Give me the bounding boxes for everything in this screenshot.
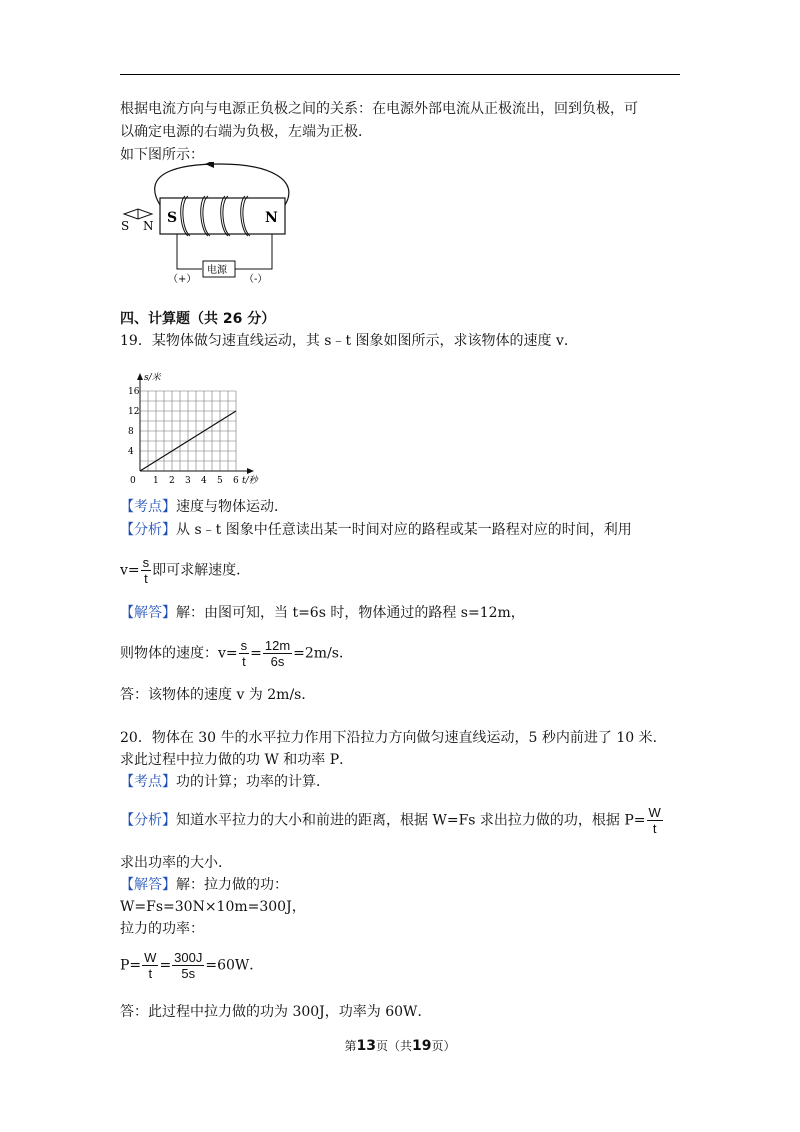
power-source-label: 电源 — [207, 265, 227, 276]
frac-den: 5s — [181, 966, 196, 981]
current-arrow-icon — [205, 162, 214, 168]
jieda-tag: 【解答】 — [120, 605, 176, 621]
q19-answer: 答：该物体的速度 v 为 2m/s． — [120, 687, 316, 703]
equals: = — [159, 957, 172, 974]
jieda-text: 解：由图可知，当 t=6s 时，物体通过的路程 s=12m， — [176, 605, 525, 621]
q19-fenxi — [120, 520, 632, 540]
formula-prefix: v= — [120, 562, 140, 579]
x-axis-arrow-icon — [247, 468, 254, 474]
frac-num: W — [648, 805, 661, 820]
x-tick-label: 2 — [169, 476, 175, 486]
solenoid-left-pole: S — [167, 210, 178, 226]
footer-prefix: 第 — [344, 1039, 357, 1053]
x-tick-label: 1 — [153, 476, 159, 486]
equals: = — [250, 645, 262, 662]
q19-speed — [120, 638, 353, 669]
fraction-w-over-t — [647, 805, 663, 836]
q19-jieda — [120, 603, 525, 623]
frac-num: s — [142, 555, 150, 570]
intro-line-1: 根据电流方向与电源正负极之间的关系：在电源外部电流从正极流出，回到负极，可 — [120, 101, 638, 117]
speed-prefix: 则物体的速度：v= — [120, 645, 238, 662]
x-tick-label: 4 — [201, 476, 207, 486]
q20-work: W=Fs=30N×10m=300J， — [120, 899, 306, 915]
kaodian-tag: 【考点】 — [120, 499, 176, 515]
x-tick-label: 5 — [217, 476, 223, 486]
fraction-12m-over-6s — [263, 638, 292, 669]
y-tick-label: 8 — [128, 427, 134, 437]
wire-right — [235, 234, 272, 269]
page-total: 19 — [412, 1038, 432, 1054]
y-tick-label: 16 — [128, 387, 140, 397]
q19-kaodian — [120, 497, 288, 517]
fraction-w-over-t-2 — [142, 950, 158, 981]
compass-n-label: N — [143, 219, 154, 233]
kaodian-text: 速度与物体运动． — [176, 499, 288, 515]
frac-num: 12m — [264, 638, 291, 653]
fenxi-tag: 【分析】 — [120, 522, 176, 538]
page-number: 13 — [356, 1038, 376, 1054]
circuit-diagram — [120, 162, 300, 287]
y-tick-label: 12 — [128, 407, 140, 417]
q20-jieda — [120, 875, 288, 895]
jieda-text: 解：拉力做的功： — [176, 877, 288, 893]
kaodian-tag: 【考点】 — [120, 774, 176, 790]
frac-num: W — [144, 950, 157, 965]
frac-den: t — [144, 571, 148, 586]
x-tick-label: 0 — [130, 476, 136, 486]
q20-text-1: 20．物体在 30 牛的水平拉力作用下沿拉力方向做匀速直线运动，5 秒内前进了 10 米． — [120, 730, 667, 746]
x-tick-label: 6 — [233, 476, 239, 486]
page-footer — [0, 1037, 800, 1054]
fenxi-tag: 【分析】 — [120, 812, 176, 829]
fraction-300j-over-5s — [172, 950, 204, 981]
q19-text: 19．某物体做匀速直线运动，其 s﹣t 图象如图所示，求该物体的速度 v． — [120, 333, 578, 349]
x-axis-label: t/秒 — [242, 476, 258, 486]
frac-den: 6s — [270, 654, 285, 669]
footer-suffix: 页） — [431, 1039, 456, 1053]
x-tick-label: 3 — [185, 476, 191, 486]
frac-num: s — [240, 638, 248, 653]
kaodian-text: 功的计算；功率的计算． — [176, 774, 330, 790]
header-rule — [120, 74, 680, 75]
fenxi-text: 知道水平拉力的大小和前进的距离，根据 W=Fs 求出拉力做的功，根据 P= — [176, 812, 646, 829]
q20-kaodian — [120, 772, 330, 792]
formula-suffix: 即可求解速度． — [152, 562, 251, 579]
fraction-s-over-t — [141, 555, 152, 586]
power-result: =60W． — [205, 957, 264, 974]
frac-den: t — [242, 654, 246, 669]
speed-result: =2m/s． — [293, 645, 353, 662]
jieda-tag: 【解答】 — [120, 877, 176, 893]
fraction-s-over-t-2 — [239, 638, 250, 669]
plus-label: （+） — [168, 274, 197, 285]
intro-line-3: 如下图所示： — [120, 147, 204, 163]
y-axis-label: s/米 — [144, 373, 161, 383]
wire-left — [177, 234, 202, 269]
q20-answer: 答：此过程中拉力做的功为 300J，功率为 60W． — [120, 1004, 432, 1020]
q19-formula — [120, 555, 250, 586]
y-axis-arrow-icon — [137, 373, 143, 380]
q20-power-intro: 拉力的功率： — [120, 921, 204, 937]
frac-num: 300J — [174, 950, 203, 965]
y-tick-label: 4 — [128, 447, 134, 457]
frac-den: t — [148, 966, 153, 981]
fenxi-text: 从 s﹣t 图象中任意读出某一时间对应的路程或某一路程对应的时间，利用 — [176, 522, 632, 538]
st-chart — [120, 356, 280, 491]
q20-power — [120, 950, 263, 981]
q20-fenxi-2: 求出功率的大小． — [120, 855, 232, 871]
section-title: 四、计算题（共 26 分） — [120, 311, 276, 327]
minus-label: （-） — [244, 274, 268, 285]
q20-text-2: 求此过程中拉力做的功 W 和功率 P． — [120, 752, 354, 768]
intro-line-2: 以确定电源的右端为负极，左端为正极． — [120, 124, 372, 140]
power-prefix: P= — [120, 957, 142, 974]
solenoid-right-pole: N — [265, 210, 278, 226]
compass-s-label: S — [121, 219, 130, 233]
q20-fenxi — [120, 805, 664, 836]
footer-middle: 页（共 — [375, 1039, 412, 1053]
frac-den: t — [652, 821, 657, 836]
